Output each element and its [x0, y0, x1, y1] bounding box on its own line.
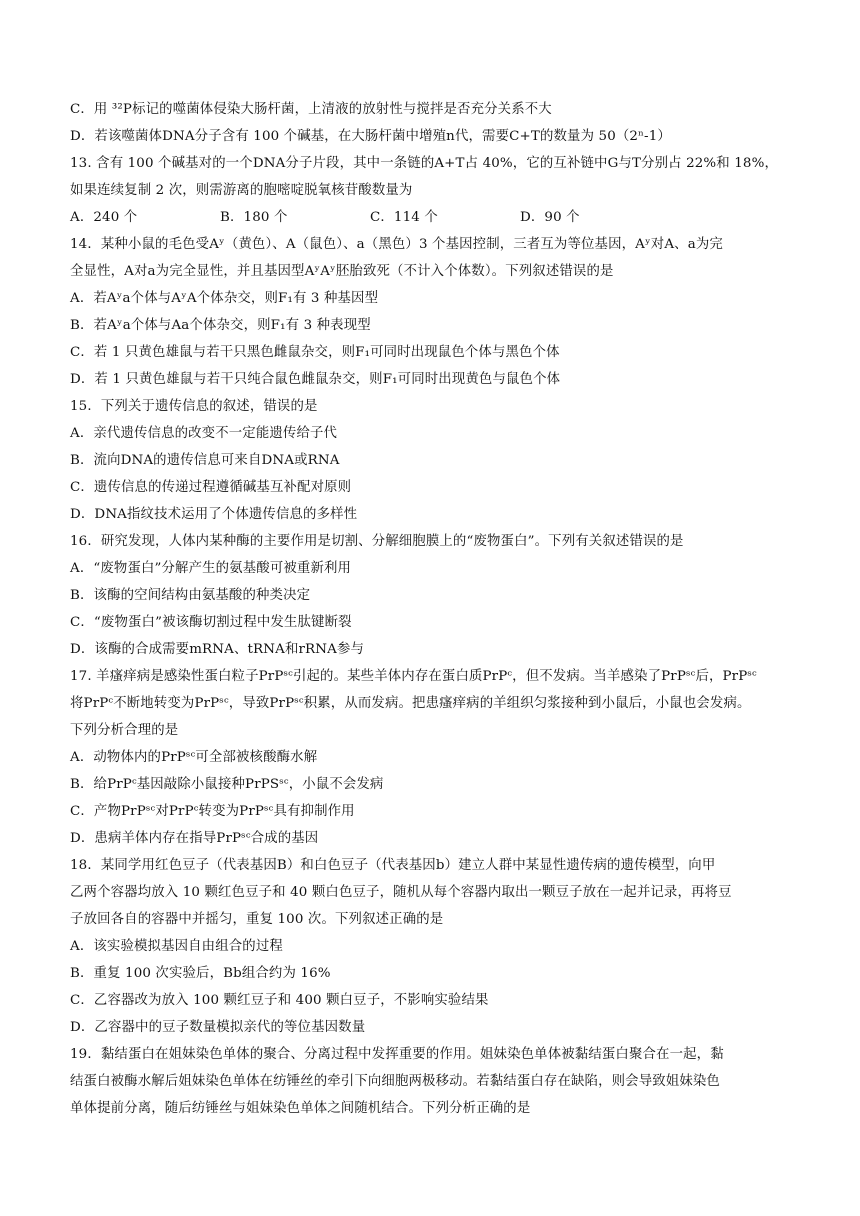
- q13-option-b: B．180 个: [220, 210, 288, 225]
- q15-option-d: D．DNA指纹技术运用了个体遗传信息的多样性: [70, 507, 358, 522]
- q18-stem-line-3: 子放回各自的容器中并摇匀，重复 100 次。下列叙述正确的是: [70, 912, 444, 927]
- q16-option-c: C．“废物蛋白”被该酶切割过程中发生肽键断裂: [70, 615, 352, 630]
- q14-option-b: B．若Aʸa个体与Aa个体杂交，则F₁有 3 种表现型: [70, 318, 371, 333]
- q18-option-d: D．乙容器中的豆子数量模拟亲代的等位基因数量: [70, 1020, 366, 1035]
- q14-option-d: D．若 1 只黄色雄鼠与若干只纯合鼠色雌鼠杂交，则F₁可同时出现黄色与鼠色个体: [70, 372, 561, 387]
- q13-option-c: C．114 个: [370, 210, 438, 225]
- q14-stem-line-2: 全显性，A对a为完全显性，并且基因型AʸAʸ胚胎致死（不计入个体数）。下列叙述错误的是: [70, 264, 614, 279]
- q15-option-a: A．亲代遗传信息的改变不一定能遗传给子代: [70, 426, 338, 441]
- q15-stem: 15．下列关于遗传信息的叙述，错误的是: [70, 399, 318, 414]
- q17-stem-line-2: 将PrPᶜ不断地转变为PrPˢᶜ，导致PrPˢᶜ积累，从而发病。把患瘙痒病的羊组织匀浆接种到小鼠后，小鼠也会发病。: [70, 696, 751, 711]
- q14-stem-line-1: 14．某种小鼠的毛色受Aʸ（黄色）、A（鼠色）、a（黑色）3 个基因控制，三者互为等位基因，Aʸ对A、a为完: [70, 237, 723, 252]
- q16-option-b: B．该酶的空间结构由氨基酸的种类决定: [70, 588, 311, 603]
- q14-option-a: A．若Aʸa个体与AʸA个体杂交，则F₁有 3 种基因型: [70, 291, 379, 306]
- q18-option-b: B．重复 100 次实验后，Bb组合约为 16%: [70, 966, 331, 981]
- q15-option-b: B．流向DNA的遗传信息可来自DNA或RNA: [70, 453, 340, 468]
- q17-stem-line-3: 下列分析合理的是: [70, 723, 179, 738]
- q13-stem-line-1: 13. 含有 100 个碱基对的一个DNA分子片段，其中一条链的A+T占 40%，它的互补链中G与T分别占 22%和 18%，: [70, 156, 778, 171]
- q19-stem-line-2: 结蛋白被酶水解后姐妹染色单体在纺锤丝的牵引下向细胞两极移动。若黏结蛋白存在缺陷，则会导致姐妹染色: [70, 1074, 720, 1089]
- q15-option-c: C．遗传信息的传递过程遵循碱基互补配对原则: [70, 480, 352, 495]
- q18-option-c: C．乙容器改为放入 100 颗红豆子和 400 颗白豆子，不影响实验结果: [70, 993, 489, 1008]
- q12-option-d: D．若该噬菌体DNA分子含有 100 个碱基，在大肠杆菌中增殖n代，需要C+T的数量为 50（2ⁿ-1）: [70, 129, 671, 144]
- q16-stem: 16．研究发现，人体内某种酶的主要作用是切割、分解细胞膜上的“废物蛋白”。下列有关叙述错误的是: [70, 534, 684, 549]
- q18-stem-line-2: 乙两个容器均放入 10 颗红色豆子和 40 颗白色豆子，随机从每个容器内取出一颗豆子放在一起并记录，再将豆: [70, 885, 732, 900]
- q14-option-c: C．若 1 只黄色雄鼠与若干只黑色雌鼠杂交，则F₁可同时出现鼠色个体与黑色个体: [70, 345, 560, 360]
- q19-stem-line-1: 19．黏结蛋白在姐妹染色单体的聚合、分离过程中发挥重要的作用。姐妹染色单体被黏结蛋白聚合在一起，黏: [70, 1047, 724, 1062]
- q18-stem-line-1: 18．某同学用红色豆子（代表基因B）和白色豆子（代表基因b）建立人群中某显性遗传病的遗传模型，向甲: [70, 858, 716, 873]
- q18-option-a: A．该实验模拟基因自由组合的过程: [70, 939, 283, 954]
- q13-option-a: A．240 个: [70, 210, 138, 225]
- q17-stem-line-1: 17. 羊瘙痒病是感染性蛋白粒子PrPˢᶜ引起的。某些羊体内存在蛋白质PrPᶜ，但不发病。当羊感染了PrPˢᶜ后，PrPˢᶜ: [70, 669, 757, 684]
- q17-option-a: A．动物体内的PrPˢᶜ可全部被核酸酶水解: [70, 750, 318, 765]
- q17-option-c: C．产物PrPˢᶜ对PrPᶜ转变为PrPˢᶜ具有抑制作用: [70, 804, 355, 819]
- q16-option-a: A．“废物蛋白”分解产生的氨基酸可被重新利用: [70, 561, 352, 576]
- q13-options-row: [70, 204, 814, 231]
- q12-option-c: C．用 ³²P标记的噬菌体侵染大肠杆菌，上清液的放射性与搅拌是否充分关系不大: [70, 102, 552, 117]
- q13-stem-line-2: 如果连续复制 2 次，则需游离的胞嘧啶脱氧核苷酸数量为: [70, 183, 413, 198]
- q17-option-b: B．给PrPᶜ基因敲除小鼠接种PrPSˢᶜ，小鼠不会发病: [70, 777, 384, 792]
- q19-stem-line-3: 单体提前分离，随后纺锤丝与姐妹染色单体之间随机结合。下列分析正确的是: [70, 1101, 531, 1116]
- q16-option-d: D．该酶的合成需要mRNA、tRNA和rRNA参与: [70, 642, 365, 657]
- q17-option-d: D．患病羊体内存在指导PrPˢᶜ合成的基因: [70, 831, 319, 846]
- q13-option-d: D．90 个: [520, 210, 580, 225]
